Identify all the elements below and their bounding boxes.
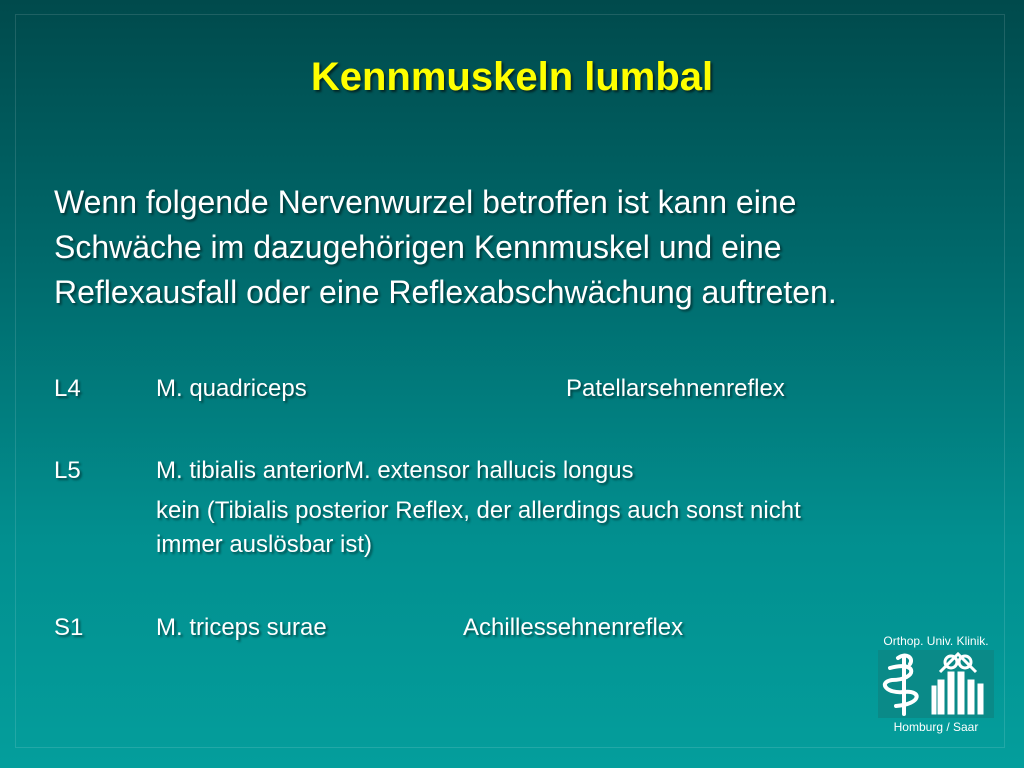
logo-bottom-text: Homburg / Saar bbox=[893, 720, 979, 734]
reflex-l4: Patellarsehnenreflex bbox=[566, 375, 785, 402]
slide-title: Kennmuskeln lumbal bbox=[310, 55, 714, 99]
nerve-root-l5: L5 bbox=[54, 457, 81, 484]
clinic-logo bbox=[878, 650, 994, 718]
logo-top-text: Orthop. Univ. Klinik. bbox=[883, 634, 989, 648]
reflex-note-l5 bbox=[156, 494, 956, 562]
nerve-root-s1: S1 bbox=[54, 614, 84, 641]
note-line: immer auslösbar ist) bbox=[156, 531, 373, 558]
muscle-l5: M. tibialis anteriorM. extensor hallucis longus bbox=[156, 457, 634, 484]
nerve-root-l4: L4 bbox=[54, 375, 81, 402]
note-line: kein (Tibialis posterior Reflex, der allerdings auch sonst nicht bbox=[156, 497, 801, 524]
clinic-logo-icon bbox=[878, 650, 994, 718]
intro-paragraph bbox=[54, 180, 984, 315]
muscle-s1: M. triceps surae bbox=[156, 614, 327, 641]
intro-line: Schwäche im dazugehörigen Kennmuskel und eine bbox=[54, 229, 782, 265]
intro-line: Wenn folgende Nervenwurzel betroffen ist kann eine bbox=[54, 184, 797, 220]
reflex-s1: Achillessehnenreflex bbox=[463, 614, 684, 641]
intro-line: Reflexausfall oder eine Reflexabschwächung auftreten. bbox=[54, 274, 837, 310]
muscle-l4: M. quadriceps bbox=[156, 375, 307, 402]
